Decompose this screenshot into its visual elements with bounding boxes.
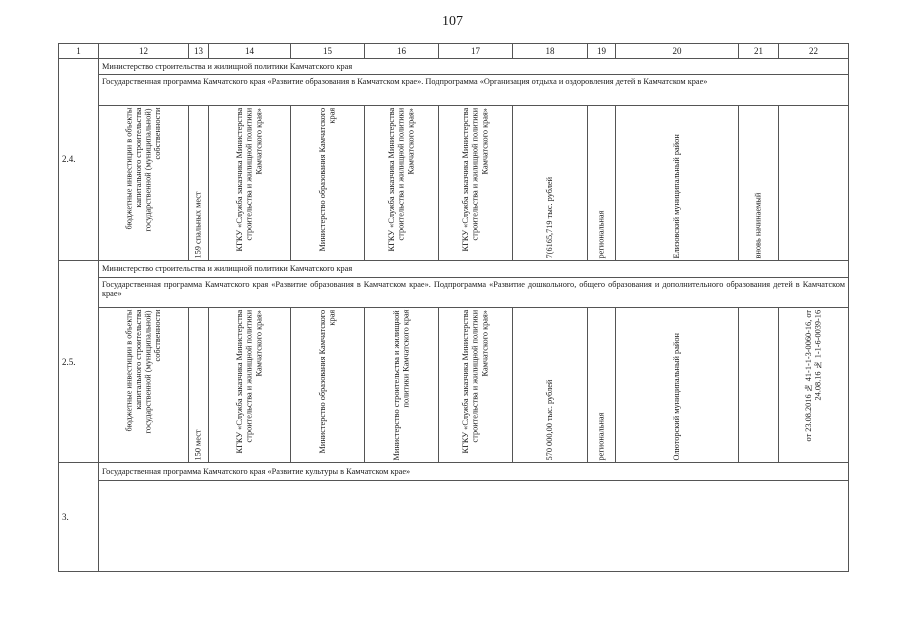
- table-cell: [209, 105, 291, 260]
- table-row: [59, 463, 849, 481]
- column-header-row: [59, 44, 849, 59]
- cell-text: бюджетные инвестиции в объекты капитального строительства государственной (муниципальной) собственности: [124, 107, 163, 231]
- ministry-title: Министерство строительства и жилищной политики Камчатского края: [99, 261, 849, 278]
- program-title: Государственная программа Камчатского края «Развитие культуры в Камчатском крае»: [99, 463, 849, 481]
- table-cell: [616, 307, 739, 462]
- table-cell: [99, 307, 189, 462]
- table-row: [59, 277, 849, 307]
- column-header: 17: [439, 44, 513, 59]
- table-row: [59, 261, 849, 278]
- cell-text: Елизовский муниципальный район: [672, 133, 682, 258]
- column-header: 1: [59, 44, 99, 59]
- column-header: 14: [209, 44, 291, 59]
- table-row: [59, 75, 849, 105]
- ministry-title: Министерство строительства и жилищной политики Камчатского края: [99, 58, 849, 75]
- cell-text: 159 спальных мест: [193, 190, 203, 258]
- table-row: [59, 105, 849, 260]
- row-number: 2.5.: [59, 261, 99, 463]
- table-cell: [779, 307, 849, 462]
- cell-text: региональная: [596, 210, 606, 258]
- table-cell: [209, 307, 291, 462]
- cell-text: КГКУ «Служба заказчика Министерства строительства и жилищной политики Камчатского края»: [235, 107, 264, 252]
- table-cell: [616, 105, 739, 260]
- table-cell: [365, 307, 439, 462]
- table-cell: [513, 307, 588, 462]
- table-row: [59, 481, 849, 572]
- cell-text: КГКУ «Служба заказчика Министерства строительства и жилищной политики Камчатского края»: [461, 309, 490, 454]
- cell-text: КГКУ «Служба заказчика Министерства строительства и жилищной политики Камчатского края»: [235, 309, 264, 454]
- table-cell: [779, 105, 849, 260]
- table-cell: [513, 105, 588, 260]
- cell-text: от 23.08.2016 № 41-1-1-3-0060-16, от 24.08.16 № 1-1-6-0039-16: [803, 309, 823, 442]
- table-row: [59, 58, 849, 75]
- cell-text: 7(6165,719 тыс. рублей: [545, 176, 555, 258]
- column-header: 20: [616, 44, 739, 59]
- column-header: 16: [365, 44, 439, 59]
- page-number: 107: [442, 14, 463, 29]
- program-title: Государственная программа Камчатского края «Развитие образования в Камчатском крае». Подпрограмма «Организация отдыха и оздоровления детей в Камчатском крае»: [99, 75, 849, 105]
- cell-text: КГКУ «Служба заказчика Министерства строительства и жилищной политики Камчатского края»: [461, 107, 490, 252]
- cell-text: Министерство образования Камчатского края: [317, 309, 337, 454]
- column-header: 18: [513, 44, 588, 59]
- cell-text: вновь начинаемый: [753, 192, 763, 258]
- cell-text: Олюторский муниципальный район: [672, 333, 682, 461]
- column-header: 15: [291, 44, 365, 59]
- column-header: 22: [779, 44, 849, 59]
- row-number: 2.4.: [59, 58, 99, 260]
- table-cell: [439, 307, 513, 462]
- table-cell: [189, 105, 209, 260]
- table-cell: [439, 105, 513, 260]
- table-cell: [291, 105, 365, 260]
- row-number: 3.: [59, 463, 99, 572]
- table-cell: [189, 307, 209, 462]
- table-cell: [99, 105, 189, 260]
- investment-table: [58, 43, 849, 572]
- table-cell: [739, 307, 779, 462]
- cell-text: 570 000,00 тыс. рублей: [545, 379, 555, 461]
- cell-text: КГКУ «Служба заказчика Министерства строительства и жилищной политики Камчатского края»: [387, 107, 416, 252]
- column-header: 12: [99, 44, 189, 59]
- column-header: 21: [739, 44, 779, 59]
- column-header: 13: [189, 44, 209, 59]
- column-header: 19: [588, 44, 616, 59]
- table-cell: [588, 105, 616, 260]
- table-cell: [291, 307, 365, 462]
- table-cell: [588, 307, 616, 462]
- program-title: Государственная программа Камчатского края «Развитие образования в Камчатском крае». Подпрограмма «Развитие дошкольного, общего образования и дополнительного образования детей в Камчатском крае»: [99, 277, 849, 307]
- cell-text: бюджетные инвестиции в объекты капитального строительства государственной (муниципальной) собственности: [124, 309, 163, 433]
- cell-text: 150 мест: [193, 429, 203, 461]
- table-row: [59, 307, 849, 462]
- empty-cell: [99, 481, 849, 572]
- table-cell: [365, 105, 439, 260]
- cell-text: региональная: [596, 412, 606, 461]
- cell-text: Министерство строительства и жилищной политики Камчатского края: [391, 309, 411, 461]
- cell-text: Министерство образования Камчатского края: [317, 107, 337, 252]
- table-cell: [739, 105, 779, 260]
